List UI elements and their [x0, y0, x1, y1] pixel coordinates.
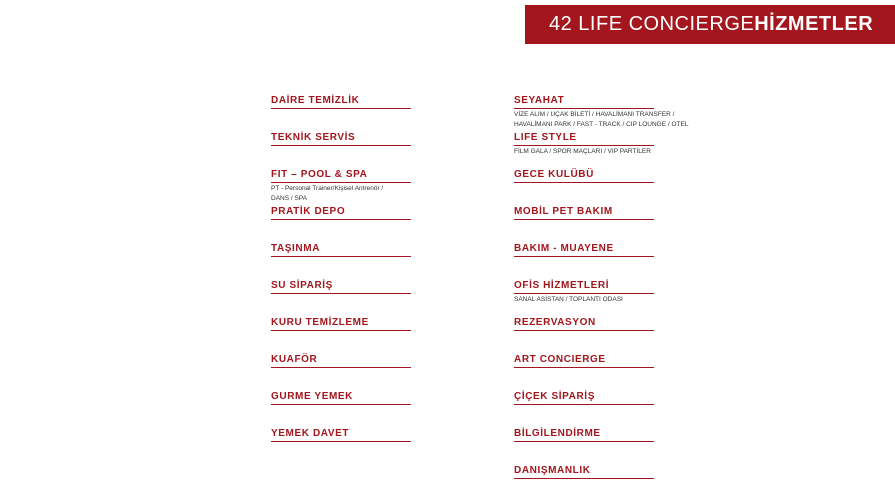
service-item[interactable] — [271, 95, 411, 109]
service-item[interactable] — [514, 95, 689, 129]
service-item[interactable] — [514, 132, 654, 156]
service-title[interactable]: REZERVASYON — [514, 317, 654, 331]
service-title[interactable]: DAİRE TEMİZLİK — [271, 95, 411, 109]
header-title-part1: 42 LIFE CONCIERGE — [549, 13, 755, 35]
service-item[interactable] — [271, 428, 411, 442]
service-item[interactable] — [514, 391, 654, 405]
service-subtitle: FİLM GALA / SPOR MAÇLARI / VIP PARTİLER — [514, 148, 651, 155]
service-item[interactable] — [271, 354, 411, 368]
service-subtitle: PT - Personal Trainer/Kişisel Antrenör / — [271, 185, 384, 192]
service-title[interactable]: ART CONCIERGE — [514, 354, 654, 368]
service-item[interactable] — [271, 132, 411, 146]
service-title[interactable]: PRATİK DEPO — [271, 206, 411, 220]
service-item[interactable] — [271, 206, 411, 220]
service-title[interactable]: ÇİÇEK SİPARİŞ — [514, 391, 654, 405]
service-item[interactable] — [514, 428, 654, 442]
service-title[interactable]: KUAFÖR — [271, 354, 411, 368]
service-title[interactable]: TAŞINMA — [271, 243, 411, 257]
service-subtitle: SANAL ASİSTAN / TOPLANTI ODASI — [514, 296, 623, 303]
service-item[interactable] — [271, 243, 411, 257]
service-subtitle: HAVALİMANI PARK / FAST - TRACK / CIP LOUNGE / OTEL — [514, 121, 689, 128]
service-item[interactable] — [514, 169, 654, 183]
service-title[interactable]: GURME YEMEK — [271, 391, 411, 405]
service-item[interactable] — [271, 391, 411, 405]
service-item[interactable] — [514, 354, 654, 368]
service-title[interactable]: LIFE STYLE — [514, 132, 654, 146]
header-banner — [525, 5, 895, 44]
service-title[interactable]: SU SİPARİŞ — [271, 280, 411, 294]
service-title[interactable]: FIT – POOL & SPA — [271, 169, 411, 183]
service-item[interactable] — [514, 465, 654, 479]
service-item[interactable] — [271, 317, 411, 331]
service-title[interactable]: DANIŞMANLIK — [514, 465, 654, 479]
service-title[interactable]: KURU TEMİZLEME — [271, 317, 411, 331]
service-item[interactable] — [514, 206, 654, 220]
service-item[interactable] — [514, 317, 654, 331]
service-title[interactable]: BAKIM - MUAYENE — [514, 243, 654, 257]
service-title[interactable]: MOBİL PET BAKIM — [514, 206, 654, 220]
service-title[interactable]: TEKNİK SERVİS — [271, 132, 411, 146]
service-item[interactable] — [514, 243, 654, 257]
service-title[interactable]: YEMEK DAVET — [271, 428, 411, 442]
service-title[interactable]: GECE KULÜBÜ — [514, 169, 654, 183]
header-title-part2: HİZMETLER — [754, 13, 874, 35]
service-subtitle: DANS / SPA — [271, 195, 308, 202]
service-title[interactable]: BİLGİLENDİRME — [514, 428, 654, 442]
service-title[interactable]: OFİS HİZMETLERİ — [514, 280, 654, 294]
service-item[interactable] — [271, 280, 411, 294]
service-subtitle: VİZE ALIM / UÇAK BİLETİ / HAVALİMANI TRANSFER / — [514, 111, 675, 118]
service-item[interactable] — [514, 280, 654, 304]
service-title[interactable]: SEYAHAT — [514, 95, 654, 109]
service-item[interactable] — [271, 169, 411, 203]
